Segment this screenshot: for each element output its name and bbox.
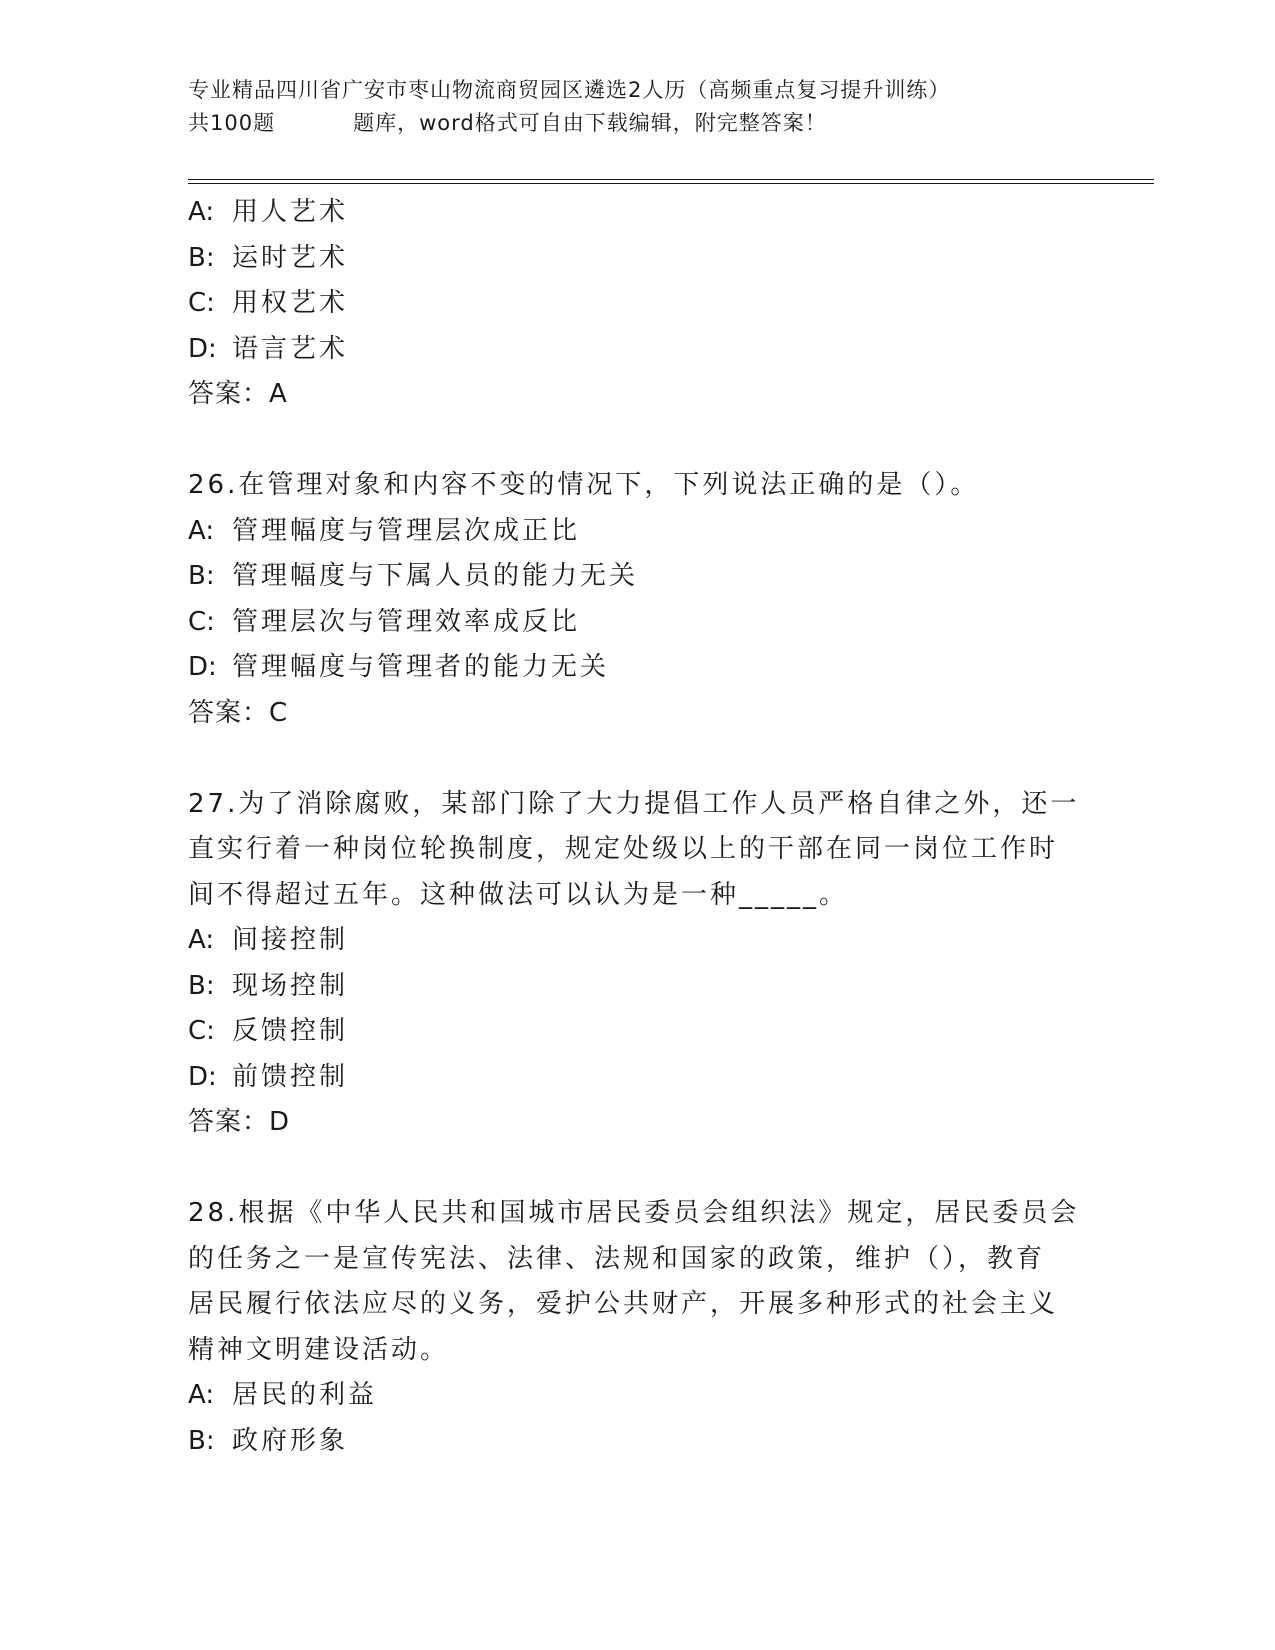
option-letter: A:	[188, 925, 215, 955]
option-letter: B:	[188, 970, 215, 1001]
option-letter: D:	[188, 1061, 217, 1092]
option-row	[188, 964, 1088, 1010]
option-letter: A:	[188, 1380, 215, 1410]
question-text: 27.为了消除腐败，某部门除了大力提倡工作人员严格自律之外，还一	[188, 788, 1080, 819]
option-text: 管理幅度与管理者的能力无关	[232, 652, 610, 682]
option-row	[188, 918, 1088, 964]
question-block-26	[188, 463, 1088, 736]
option-text: 管理层次与管理效率成反比	[232, 606, 581, 637]
header-question-count: 共100题	[188, 111, 276, 135]
question-text: 26.在管理对象和内容不变的情况下，下列说法正确的是（）。	[188, 470, 980, 500]
option-text: 管理幅度与管理层次成正比	[232, 515, 581, 546]
option-row	[188, 600, 1088, 646]
option-row	[188, 1373, 1088, 1419]
option-row	[188, 1055, 1088, 1101]
question-text: 居民履行依法应尽的义务，爱护公共财产，开展多种形式的社会主义	[188, 1289, 1059, 1319]
question-text: 间不得超过五年。这种做法可以认为是一种_____。	[188, 879, 849, 910]
question-text: 直实行着一种岗位轮换制度，规定处级以上的干部在同一岗位工作时	[188, 834, 1059, 864]
option-text: 间接控制	[232, 925, 349, 955]
option-letter: A:	[188, 197, 215, 227]
answer-line: 答案：D	[188, 1107, 291, 1137]
option-letter: C:	[188, 606, 215, 637]
option-row	[188, 509, 1088, 555]
option-text: 现场控制	[232, 970, 349, 1001]
option-letter: D:	[188, 652, 217, 682]
option-text: 反馈控制	[232, 1016, 349, 1046]
option-text: 运时艺术	[232, 242, 349, 273]
option-row	[188, 1419, 1088, 1465]
option-row	[188, 327, 1088, 373]
option-row	[188, 554, 1088, 600]
page-header	[188, 74, 1068, 140]
option-text: 管理幅度与下属人员的能力无关	[232, 561, 639, 591]
header-description: 题库，word格式可自由下载编辑，附完整答案！	[353, 111, 827, 135]
option-text: 居民的利益	[232, 1380, 378, 1410]
question-list	[188, 190, 1088, 1464]
header-divider-bottom	[188, 183, 1154, 184]
option-text: 用权艺术	[232, 288, 349, 318]
question-text: 28.根据《中华人民共和国城市居民委员会组织法》规定，居民委员会	[188, 1198, 1080, 1228]
option-row	[188, 236, 1088, 282]
option-letter: B:	[188, 1425, 215, 1456]
option-letter: A:	[188, 515, 215, 546]
option-text: 前馈控制	[232, 1061, 349, 1092]
header-title-line: 专业精品四川省广安市枣山物流商贸园区遴选2人历（高频重点复习提升训练）	[188, 78, 951, 102]
option-row	[188, 645, 1088, 691]
header-subtitle-line	[188, 107, 1068, 140]
header-divider-top	[188, 179, 1154, 180]
option-letter: B:	[188, 561, 215, 591]
option-text: 用人艺术	[232, 197, 349, 227]
answer-line: 答案：C	[188, 697, 289, 728]
option-row	[188, 190, 1088, 236]
option-letter: C:	[188, 1016, 215, 1046]
question-block-27	[188, 782, 1088, 1146]
question-block-prev	[188, 190, 1088, 418]
answer-line: 答案：A	[188, 379, 288, 409]
option-letter: D:	[188, 333, 217, 364]
option-text: 语言艺术	[232, 333, 349, 364]
question-block-28	[188, 1191, 1088, 1464]
question-text: 精神文明建设活动。	[188, 1334, 450, 1365]
option-letter: B:	[188, 242, 215, 273]
option-letter: C:	[188, 288, 215, 318]
question-text: 的任务之一是宣传宪法、法律、法规和国家的政策，维护（），教育	[188, 1243, 1046, 1274]
option-row	[188, 1009, 1088, 1055]
option-row	[188, 281, 1088, 327]
option-text: 政府形象	[232, 1425, 349, 1456]
